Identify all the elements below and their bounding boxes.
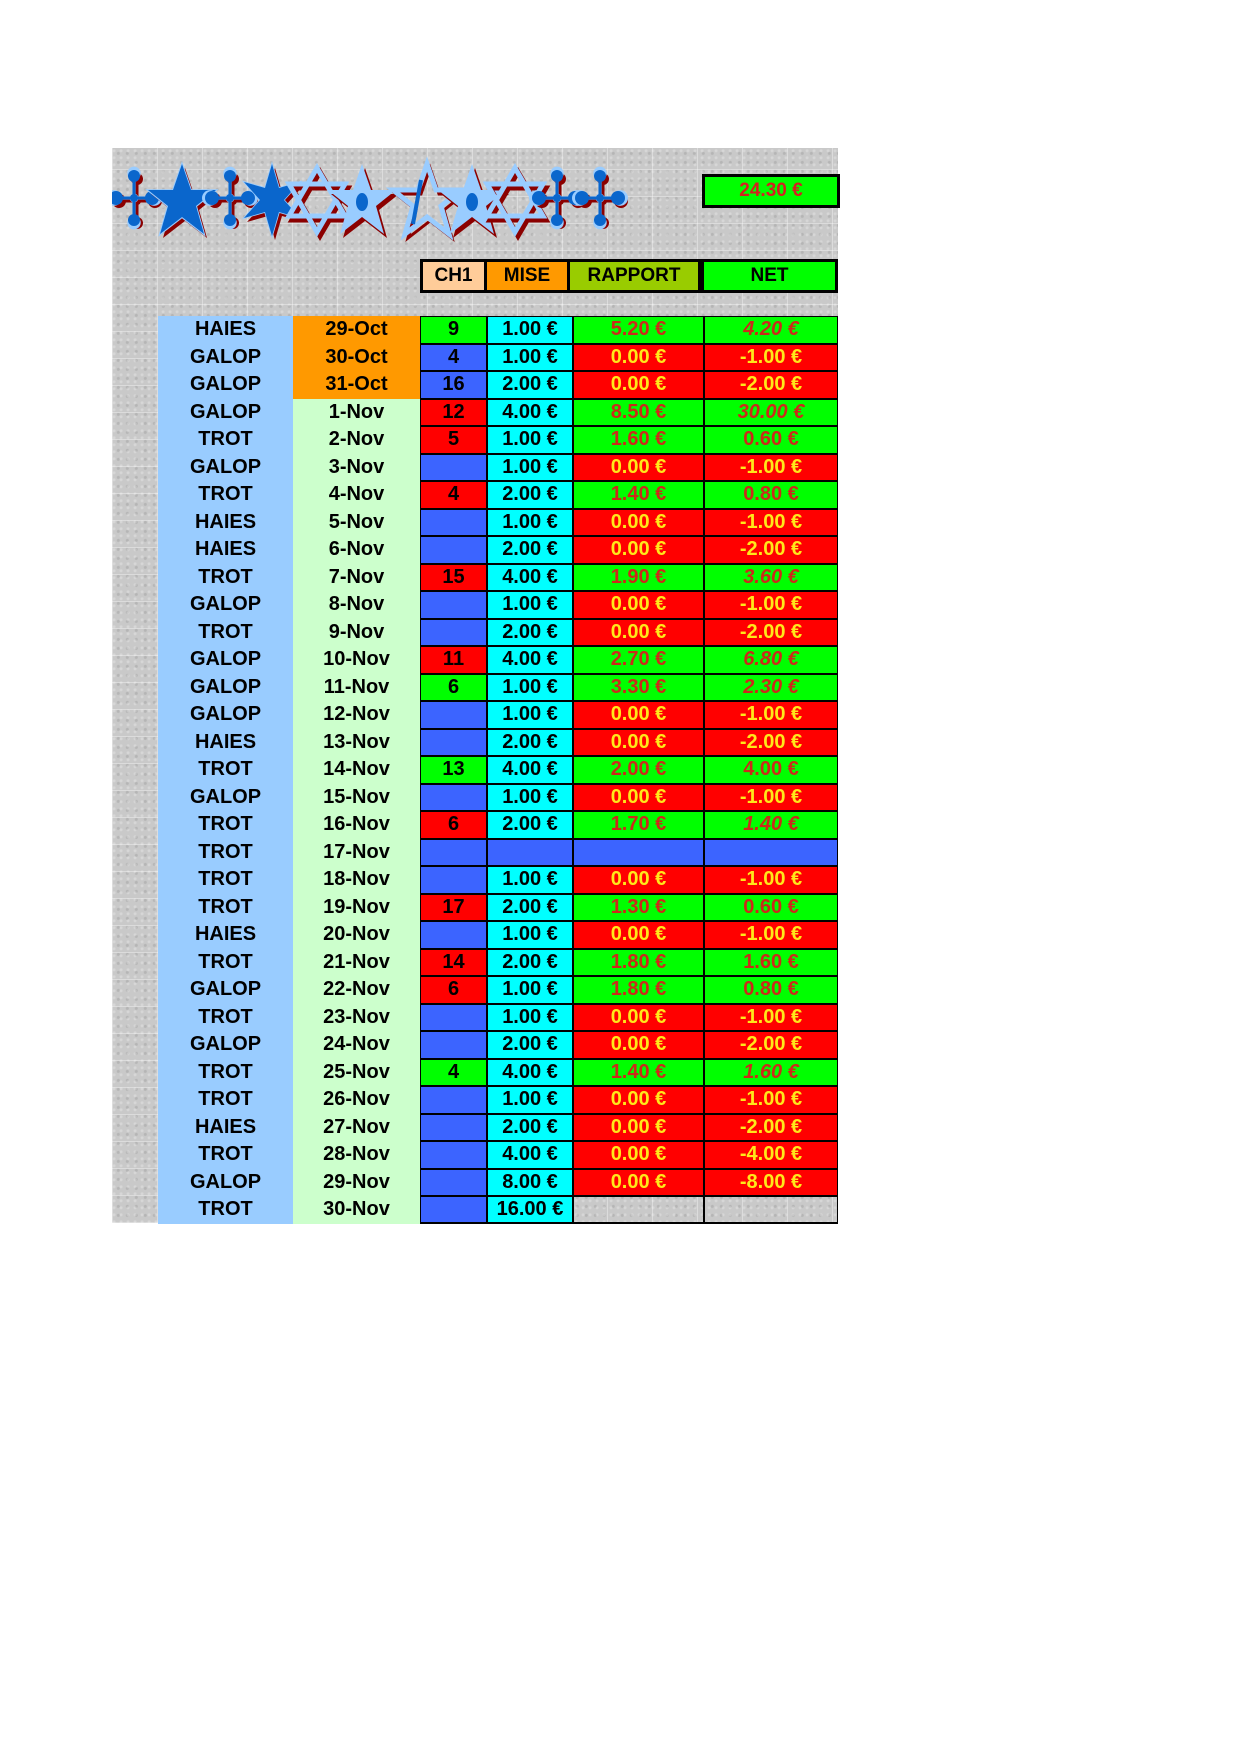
race-date-cell: 22-Nov [293, 976, 420, 1004]
ch1-cell [420, 1086, 487, 1114]
net-cell: -2.00 € [704, 536, 838, 564]
table-row [420, 1196, 838, 1224]
table-row [420, 1059, 838, 1087]
mise-cell: 2.00 € [487, 619, 573, 647]
net-cell: -2.00 € [704, 371, 838, 399]
race-date-cell: 16-Nov [293, 811, 420, 839]
mise-cell: 1.00 € [487, 509, 573, 537]
ch1-cell: 6 [420, 976, 487, 1004]
race-date-cell: 29-Nov [293, 1169, 420, 1197]
rapport-cell: 2.00 € [573, 756, 704, 784]
table-row [420, 1004, 838, 1032]
rapport-cell: 0.00 € [573, 1114, 704, 1142]
header-rapport: RAPPORT [570, 259, 701, 293]
race-type-cell: TROT [158, 1141, 293, 1169]
ch1-cell [420, 1114, 487, 1142]
table-row [420, 454, 838, 482]
mise-cell: 1.00 € [487, 316, 573, 344]
race-type-cell: GALOP [158, 371, 293, 399]
race-date-cell: 28-Nov [293, 1141, 420, 1169]
mise-cell: 1.00 € [487, 454, 573, 482]
race-type-cell: HAIES [158, 729, 293, 757]
cross-flower-icon [572, 167, 628, 230]
race-date-cell: 24-Nov [293, 1031, 420, 1059]
rapport-cell: 1.80 € [573, 976, 704, 1004]
ch1-cell [420, 1031, 487, 1059]
race-date-cell: 31-Oct [293, 371, 420, 399]
rapport-cell: 0.00 € [573, 454, 704, 482]
mise-cell: 4.00 € [487, 564, 573, 592]
rapport-cell: 0.00 € [573, 591, 704, 619]
race-date-cell: 8-Nov [293, 591, 420, 619]
rapport-cell: 1.40 € [573, 481, 704, 509]
rapport-cell: 1.40 € [573, 1059, 704, 1087]
header-ch1: CH1 [420, 259, 487, 293]
race-date-cell: 12-Nov [293, 701, 420, 729]
race-type-cell: TROT [158, 481, 293, 509]
table-row [420, 949, 838, 977]
ch1-cell [420, 454, 487, 482]
table-row [420, 1169, 838, 1197]
table-row [420, 839, 838, 867]
table-row [420, 1031, 838, 1059]
mise-cell: 2.00 € [487, 1031, 573, 1059]
race-date-cell: 29-Oct [293, 316, 420, 344]
ch1-cell: 9 [420, 316, 487, 344]
race-type-cell: GALOP [158, 591, 293, 619]
decorative-star-banner [112, 155, 652, 245]
ch1-cell [420, 536, 487, 564]
ch1-cell: 16 [420, 371, 487, 399]
race-type-cell: GALOP [158, 701, 293, 729]
table-row [420, 976, 838, 1004]
mise-cell: 8.00 € [487, 1169, 573, 1197]
race-type-cell: GALOP [158, 454, 293, 482]
net-cell: 4.00 € [704, 756, 838, 784]
race-type-cell: TROT [158, 1059, 293, 1087]
net-cell: -1.00 € [704, 509, 838, 537]
race-date-cell: 13-Nov [293, 729, 420, 757]
table-row [420, 344, 838, 372]
rapport-cell [573, 1196, 704, 1224]
mise-cell: 2.00 € [487, 1114, 573, 1142]
ch1-cell: 11 [420, 646, 487, 674]
table-row [420, 894, 838, 922]
mise-cell: 1.00 € [487, 1004, 573, 1032]
race-type-cell: TROT [158, 894, 293, 922]
rapport-cell: 0.00 € [573, 729, 704, 757]
mise-cell: 1.00 € [487, 591, 573, 619]
ch1-cell [420, 591, 487, 619]
mise-cell: 1.00 € [487, 426, 573, 454]
net-cell [704, 839, 838, 867]
race-type-cell: HAIES [158, 1114, 293, 1142]
mise-cell: 4.00 € [487, 756, 573, 784]
net-cell [704, 1196, 838, 1224]
ch1-cell [420, 866, 487, 894]
race-type-cell: GALOP [158, 976, 293, 1004]
rapport-cell: 0.00 € [573, 536, 704, 564]
net-cell: 4.20 € [704, 316, 838, 344]
race-date-cell: 15-Nov [293, 784, 420, 812]
quatrefoil-icon [112, 167, 162, 230]
race-date-cell: 20-Nov [293, 921, 420, 949]
rapport-cell: 1.70 € [573, 811, 704, 839]
race-date-cell: 11-Nov [293, 674, 420, 702]
mise-cell: 4.00 € [487, 399, 573, 427]
race-date-cell: 2-Nov [293, 426, 420, 454]
rapport-cell: 0.00 € [573, 921, 704, 949]
rapport-cell: 2.70 € [573, 646, 704, 674]
net-cell: 0.60 € [704, 894, 838, 922]
mise-cell: 1.00 € [487, 921, 573, 949]
ch1-cell: 4 [420, 481, 487, 509]
rapport-cell [573, 839, 704, 867]
mise-cell: 2.00 € [487, 481, 573, 509]
rapport-cell: 1.30 € [573, 894, 704, 922]
rapport-cell: 5.20 € [573, 316, 704, 344]
ch1-cell [420, 619, 487, 647]
net-cell: -2.00 € [704, 619, 838, 647]
rapport-cell: 0.00 € [573, 1141, 704, 1169]
race-type-cell: GALOP [158, 1031, 293, 1059]
net-cell: 0.80 € [704, 481, 838, 509]
table-row [420, 316, 838, 344]
race-type-cell: HAIES [158, 509, 293, 537]
net-cell: -4.00 € [704, 1141, 838, 1169]
race-type-cell: GALOP [158, 674, 293, 702]
rapport-cell: 0.00 € [573, 371, 704, 399]
rapport-cell: 1.90 € [573, 564, 704, 592]
table-row [420, 619, 838, 647]
rapport-cell: 1.60 € [573, 426, 704, 454]
race-date-cell: 25-Nov [293, 1059, 420, 1087]
table-row [420, 1141, 838, 1169]
ch1-cell [420, 701, 487, 729]
net-cell: -1.00 € [704, 701, 838, 729]
mise-cell: 2.00 € [487, 729, 573, 757]
ch1-cell [420, 509, 487, 537]
net-cell: -1.00 € [704, 344, 838, 372]
header-net: NET [701, 259, 838, 293]
race-type-cell: TROT [158, 866, 293, 894]
table-row [420, 674, 838, 702]
race-date-cell: 21-Nov [293, 949, 420, 977]
net-cell: 30.00 € [704, 399, 838, 427]
ch1-cell: 4 [420, 344, 487, 372]
rapport-cell: 0.00 € [573, 344, 704, 372]
race-date-cell: 27-Nov [293, 1114, 420, 1142]
table-row [420, 701, 838, 729]
ch1-cell [420, 1004, 487, 1032]
mise-cell: 4.00 € [487, 1141, 573, 1169]
ch1-cell: 4 [420, 1059, 487, 1087]
ch1-cell: 13 [420, 756, 487, 784]
table-row [420, 399, 838, 427]
net-cell: 3.60 € [704, 564, 838, 592]
race-type-cell: GALOP [158, 1169, 293, 1197]
rapport-cell: 0.00 € [573, 866, 704, 894]
rapport-cell: 0.00 € [573, 1086, 704, 1114]
race-type-cell: HAIES [158, 921, 293, 949]
race-type-cell: GALOP [158, 399, 293, 427]
mise-cell: 4.00 € [487, 1059, 573, 1087]
net-cell: -8.00 € [704, 1169, 838, 1197]
mise-cell: 1.00 € [487, 674, 573, 702]
net-total: 24.30 € [702, 174, 840, 208]
race-date-cell: 6-Nov [293, 536, 420, 564]
race-type-cell: TROT [158, 426, 293, 454]
race-date-cell: 4-Nov [293, 481, 420, 509]
race-date-cell: 10-Nov [293, 646, 420, 674]
race-type-cell: TROT [158, 839, 293, 867]
table-row [420, 756, 838, 784]
rapport-cell: 8.50 € [573, 399, 704, 427]
race-date-cell: 23-Nov [293, 1004, 420, 1032]
net-cell: -1.00 € [704, 591, 838, 619]
race-type-cell: TROT [158, 949, 293, 977]
race-type-cell: TROT [158, 619, 293, 647]
rapport-cell: 0.00 € [573, 701, 704, 729]
table-row [420, 729, 838, 757]
ch1-cell [420, 1169, 487, 1197]
net-cell: 1.60 € [704, 1059, 838, 1087]
race-type-cell: TROT [158, 1196, 293, 1224]
mise-cell: 1.00 € [487, 344, 573, 372]
mise-cell: 2.00 € [487, 536, 573, 564]
race-date-cell: 26-Nov [293, 1086, 420, 1114]
race-date-cell: 1-Nov [293, 399, 420, 427]
net-cell: 1.40 € [704, 811, 838, 839]
mise-cell: 2.00 € [487, 949, 573, 977]
mise-cell: 1.00 € [487, 866, 573, 894]
ch1-cell [420, 784, 487, 812]
race-type-cell: GALOP [158, 784, 293, 812]
net-cell: -2.00 € [704, 1031, 838, 1059]
ch1-cell [420, 839, 487, 867]
net-cell: -1.00 € [704, 454, 838, 482]
mise-cell: 2.00 € [487, 371, 573, 399]
net-cell: 0.60 € [704, 426, 838, 454]
net-cell: 1.60 € [704, 949, 838, 977]
table-row [420, 1086, 838, 1114]
ch1-cell [420, 729, 487, 757]
rapport-cell: 0.00 € [573, 1004, 704, 1032]
ch1-cell: 15 [420, 564, 487, 592]
race-date-cell: 9-Nov [293, 619, 420, 647]
race-type-cell: TROT [158, 1004, 293, 1032]
race-date-cell: 3-Nov [293, 454, 420, 482]
mise-cell: 1.00 € [487, 784, 573, 812]
net-cell: -1.00 € [704, 1004, 838, 1032]
race-date-cell: 30-Nov [293, 1196, 420, 1224]
race-date-cell: 5-Nov [293, 509, 420, 537]
net-cell: -2.00 € [704, 1114, 838, 1142]
rapport-cell: 3.30 € [573, 674, 704, 702]
net-cell: -1.00 € [704, 921, 838, 949]
race-type-cell: TROT [158, 1086, 293, 1114]
rapport-cell: 0.00 € [573, 784, 704, 812]
table-row [420, 1114, 838, 1142]
table-row [420, 921, 838, 949]
header-mise: MISE [487, 259, 570, 293]
race-type-cell: HAIES [158, 536, 293, 564]
rapport-cell: 0.00 € [573, 619, 704, 647]
rapport-cell: 0.00 € [573, 1169, 704, 1197]
ch1-cell: 6 [420, 811, 487, 839]
mise-cell: 1.00 € [487, 701, 573, 729]
net-cell: 0.80 € [704, 976, 838, 1004]
ch1-cell: 6 [420, 674, 487, 702]
table-row [420, 426, 838, 454]
table-row [420, 646, 838, 674]
net-cell: -1.00 € [704, 1086, 838, 1114]
table-row [420, 564, 838, 592]
race-date-cell: 30-Oct [293, 344, 420, 372]
race-date-cell: 19-Nov [293, 894, 420, 922]
table-row [420, 481, 838, 509]
mise-cell: 2.00 € [487, 894, 573, 922]
race-type-cell: TROT [158, 564, 293, 592]
net-cell: -1.00 € [704, 784, 838, 812]
race-type-cell: TROT [158, 811, 293, 839]
mise-cell: 2.00 € [487, 811, 573, 839]
ch1-cell: 14 [420, 949, 487, 977]
table-row [420, 811, 838, 839]
race-date-cell: 14-Nov [293, 756, 420, 784]
rapport-cell: 0.00 € [573, 509, 704, 537]
net-cell: 2.30 € [704, 674, 838, 702]
ch1-cell: 12 [420, 399, 487, 427]
mise-cell: 1.00 € [487, 1086, 573, 1114]
mise-cell: 16.00 € [487, 1196, 573, 1224]
race-date-cell: 7-Nov [293, 564, 420, 592]
table-row [420, 509, 838, 537]
table-row [420, 371, 838, 399]
ch1-cell: 17 [420, 894, 487, 922]
ch1-cell [420, 921, 487, 949]
race-type-cell: GALOP [158, 344, 293, 372]
rapport-cell: 1.80 € [573, 949, 704, 977]
ch1-cell [420, 1141, 487, 1169]
race-date-cell: 17-Nov [293, 839, 420, 867]
net-cell: -2.00 € [704, 729, 838, 757]
race-date-cell: 18-Nov [293, 866, 420, 894]
rapport-cell: 0.00 € [573, 1031, 704, 1059]
net-cell: -1.00 € [704, 866, 838, 894]
race-type-cell: GALOP [158, 646, 293, 674]
ch1-cell [420, 1196, 487, 1224]
table-row [420, 784, 838, 812]
net-cell: 6.80 € [704, 646, 838, 674]
race-type-cell: HAIES [158, 316, 293, 344]
race-type-cell: TROT [158, 756, 293, 784]
ch1-cell: 5 [420, 426, 487, 454]
table-row [420, 536, 838, 564]
star-of-david-icon [289, 168, 348, 236]
table-row [420, 591, 838, 619]
table-row [420, 866, 838, 894]
mise-cell: 1.00 € [487, 976, 573, 1004]
mise-cell [487, 839, 573, 867]
mise-cell: 4.00 € [487, 646, 573, 674]
